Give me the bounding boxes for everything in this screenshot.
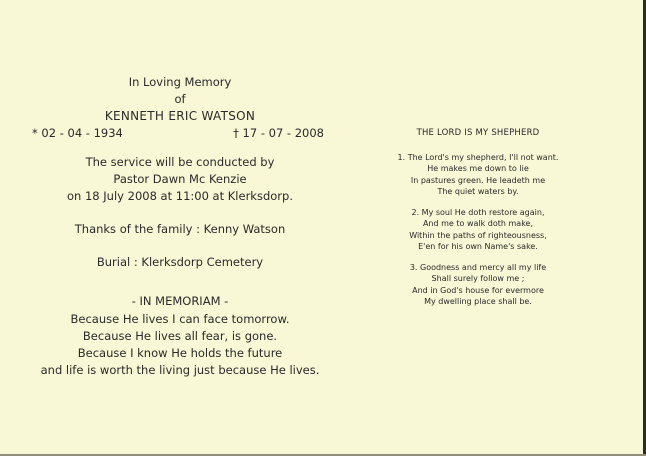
verse-line: And me to walk doth make, — [422, 219, 534, 228]
verse-line: The quiet waters by. — [437, 187, 519, 196]
memorial-left-column — [30, 74, 330, 379]
family-thanks: Thanks of the family : Kenny Watson — [74, 222, 286, 236]
verse-line: 1. The Lord's my shepherd, I'll not want. — [397, 152, 559, 162]
psalm-verse-1 — [378, 152, 578, 198]
psalm-verse-2 — [378, 207, 578, 253]
verse-line: And in God's house for evermore — [412, 285, 544, 295]
verse-line: In pastures green. He leadeth me — [410, 175, 546, 185]
memoriam-line-2: Because He lives all fear, is gone. — [82, 329, 278, 343]
psalm-verse-3 — [378, 262, 578, 308]
verse-line: E'en for his own Name's sake. — [418, 242, 538, 251]
deceased-name: KENNETH ERIC WATSON — [104, 109, 256, 123]
memoriam-line-1: Because He lives I can face tomorrow. — [70, 312, 290, 326]
verse-line: Within the paths of righteousness, — [409, 230, 547, 240]
death-date: † 17 - 07 - 2008 — [233, 126, 324, 140]
memoriam-line-4: and life is worth the living just because He lives. — [40, 363, 320, 377]
heading-in-loving-memory: In Loving Memory — [128, 75, 232, 89]
verse-line: 3. Goodness and mercy all my life — [409, 262, 547, 272]
service-line-3: on 18 July 2008 at 11:00 at Klerksdorp. — [67, 189, 293, 203]
verse-line: 2. My soul He doth restore again, — [411, 207, 545, 217]
memoriam-title: - IN MEMORIAM - — [131, 294, 229, 308]
birth-date: * 02 - 04 - 1934 — [32, 126, 123, 140]
heading-of: of — [174, 92, 186, 106]
memoriam-line-3: Because I know He holds the future — [77, 346, 283, 360]
psalm-column — [378, 128, 578, 317]
verse-line: My dwelling place shall be. — [424, 297, 532, 306]
life-dates — [30, 125, 330, 142]
burial-info: Burial : Klerksdorp Cemetery — [96, 255, 264, 269]
psalm-title: THE LORD IS MY SHEPHERD — [416, 128, 540, 138]
verse-line: Shall surely follow me ; — [431, 274, 525, 283]
service-line-1: The service will be conducted by — [85, 155, 275, 169]
verse-line: He makes me down to lie — [427, 164, 529, 173]
service-line-2: Pastor Dawn Mc Kenzie — [113, 172, 247, 186]
